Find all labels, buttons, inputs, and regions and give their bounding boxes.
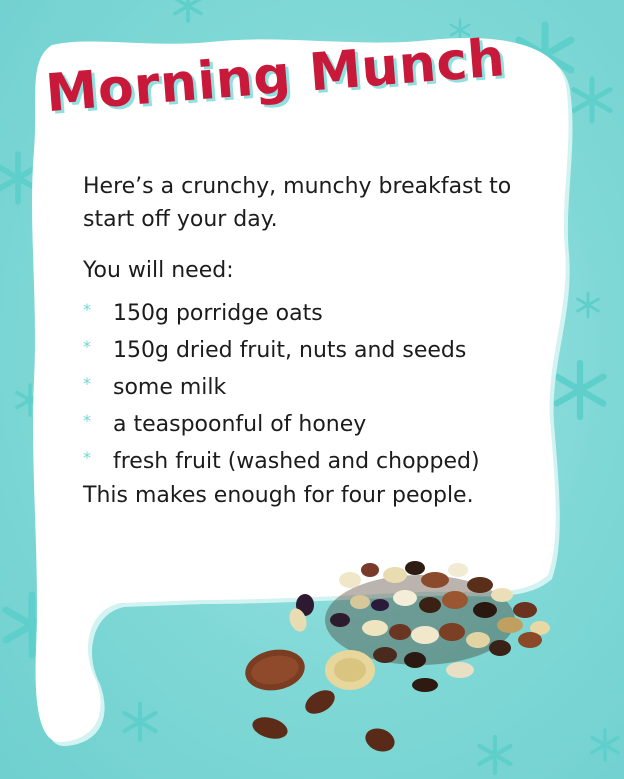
recipe-body: [83, 170, 553, 512]
list-item: [83, 443, 553, 480]
bullet-asterisk-icon: *: [83, 448, 91, 467]
ingredient-text: 150g dried fruit, nuts and seeds: [113, 338, 467, 363]
bullet-asterisk-icon: *: [83, 411, 91, 430]
list-item: [83, 406, 553, 443]
list-item: [83, 332, 553, 369]
ingredient-text: 150g porridge oats: [113, 301, 323, 326]
list-item: [83, 295, 553, 332]
bullet-asterisk-icon: *: [83, 337, 91, 356]
ingredients-list: [83, 295, 553, 480]
ingredient-text: fresh fruit (washed and chopped): [113, 449, 480, 474]
bullet-asterisk-icon: *: [83, 374, 91, 393]
bullet-asterisk-icon: *: [83, 300, 91, 319]
ingredient-text: some milk: [113, 375, 227, 400]
ingredients-heading: You will need:: [83, 258, 234, 283]
page-number: 4: [61, 716, 69, 730]
list-item: [83, 369, 553, 406]
trail-mix-photo: [230, 540, 570, 770]
recipe-intro: Here’s a crunchy, munchy breakfast to start off your day.: [83, 174, 512, 232]
servings-note: This makes enough for four people.: [83, 483, 474, 508]
page-title: Morning Munch: [43, 28, 508, 125]
ingredient-text: a teaspoonful of honey: [113, 412, 367, 437]
